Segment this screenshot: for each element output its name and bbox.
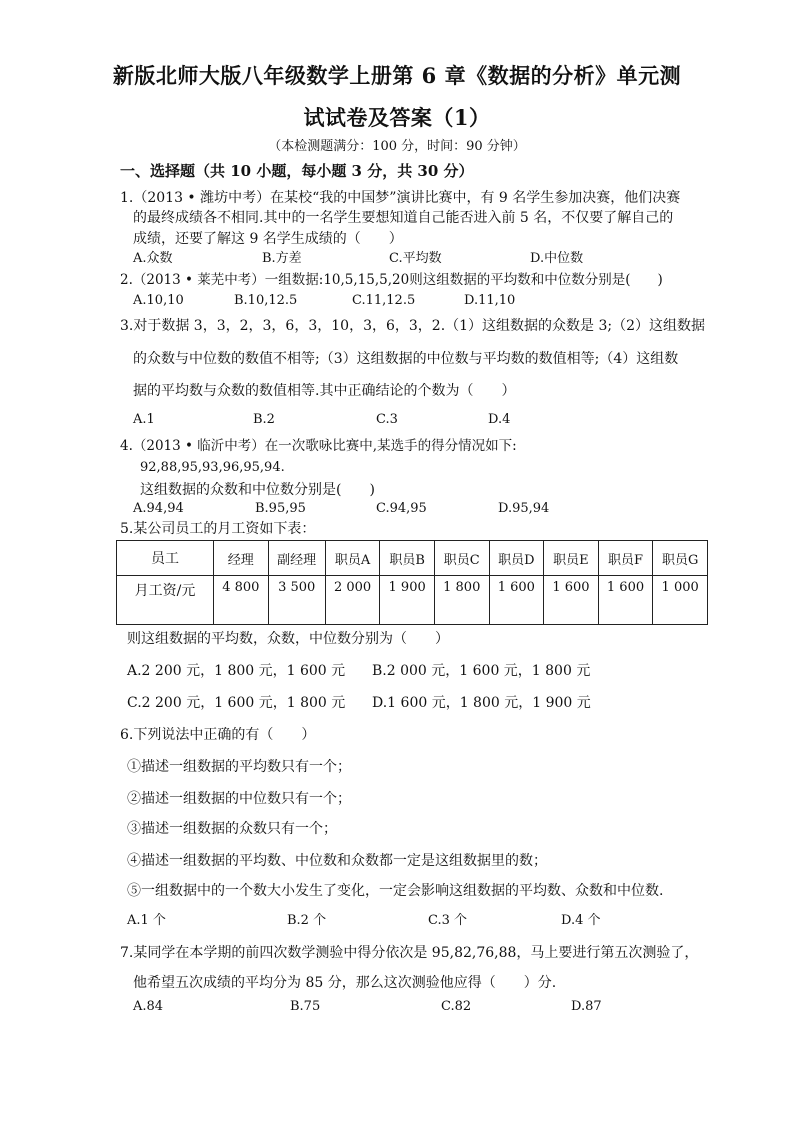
table-cell: 1 900 — [380, 576, 435, 625]
question-6-statement: ③描述一组数据的众数只有一个； — [127, 821, 337, 837]
question-6-option-a: A.1 个 — [127, 913, 166, 928]
question-1-line: 1.（2013 • 潍坊中考）在某校“我的中国梦”演讲比赛中，有 9 名学生参加决赛，他们决赛 — [120, 190, 681, 206]
question-6-statement: ⑤一组数据中的一个数大小发生了变化，一定会影响这组数据的平均数、众数和中位数. — [127, 883, 664, 899]
exam-info-note: （本检测题满分：100 分，时间：90 分钟） — [268, 139, 526, 154]
table-header-cell: 经理 — [214, 541, 269, 576]
question-1-line: 成绩，还要了解这 9 名学生成绩的（ ） — [133, 231, 403, 247]
question-2-option-c: C.11,12.5 — [352, 293, 416, 308]
question-3-line: 3.对于数据 3，3，2，3，6，3，10，3，6，3，2.（1）这组数据的众数是 3;（2）这组数据 — [120, 318, 706, 334]
salary-table — [116, 540, 708, 625]
question-4-line: 这组数据的众数和中位数分别是( ) — [140, 482, 375, 498]
table-header-cell: 职员D — [489, 541, 544, 576]
question-7-line: 他希望五次成绩的平均分为 85 分，那么这次测验他应得（ ）分. — [133, 975, 557, 991]
table-cell: 1 000 — [653, 576, 708, 625]
question-5-option-b: B.2 000 元，1 600 元，1 800 元 — [372, 663, 591, 679]
question-6-statement: ②描述一组数据的中位数只有一个； — [127, 791, 351, 807]
salary-table-row — [117, 576, 708, 625]
question-3-option-d: D.4 — [488, 412, 511, 427]
table-row-label: 月工资/元 — [117, 576, 214, 625]
table-header-cell: 职员E — [544, 541, 599, 576]
question-5-option-a: A.2 200 元，1 800 元，1 600 元 — [127, 663, 346, 679]
question-5-option-d: D.1 600 元，1 800 元，1 900 元 — [372, 695, 591, 711]
table-header-cell: 副经理 — [268, 541, 325, 576]
question-2-option-b: B.10,12.5 — [234, 293, 298, 308]
table-header-cell: 员工 — [117, 541, 214, 576]
section-heading: 一、选择题（共 10 小题，每小题 3 分，共 30 分） — [120, 162, 474, 180]
question-1-option-b: B.方差 — [262, 251, 302, 266]
question-4-option-c: C.94,95 — [376, 501, 427, 516]
question-6-option-b: B.2 个 — [287, 913, 327, 928]
table-cell: 1 800 — [434, 576, 489, 625]
table-cell: 1 600 — [598, 576, 653, 625]
question-6-text: 6.下列说法中正确的有（ ） — [120, 727, 316, 743]
question-6-option-c: C.3 个 — [428, 913, 468, 928]
question-4-option-b: B.95,95 — [255, 501, 306, 516]
question-4-option-d: D.95,94 — [498, 501, 550, 516]
question-7-option-c: C.82 — [441, 999, 472, 1014]
question-6-option-d: D.4 个 — [561, 913, 601, 928]
question-2-option-a: A.10,10 — [133, 293, 184, 308]
table-header-cell: 职员A — [325, 541, 380, 576]
document-title-line-2: 试试卷及答案（1） — [303, 105, 491, 130]
question-6-statement: ④描述一组数据的平均数、中位数和众数都一定是这组数据里的数； — [127, 853, 547, 869]
question-1-option-c: C.平均数 — [389, 251, 442, 266]
table-header-cell: 职员G — [653, 541, 708, 576]
question-3-option-c: C.3 — [376, 412, 398, 427]
question-3-line: 据的平均数与众数的数值相等.其中正确结论的个数为（ ） — [133, 383, 516, 399]
question-1-option-d: D.中位数 — [530, 251, 584, 266]
question-2-text: 2.（2013 • 莱芜中考）一组数据:10,5,15,5,20则这组数据的平均数和中位数分别是( ) — [120, 272, 663, 288]
salary-table-header-row — [117, 541, 708, 576]
table-header-cell: 职员F — [598, 541, 653, 576]
question-3-option-b: B.2 — [253, 412, 275, 427]
question-4-line: 4.（2013 • 临沂中考）在一次歌咏比赛中,某选手的得分情况如下: — [120, 438, 517, 454]
table-cell: 1 600 — [489, 576, 544, 625]
question-5-prompt: 则这组数据的平均数，众数，中位数分别为（ ） — [127, 631, 449, 647]
question-1-line: 的最终成绩各不相同.其中的一名学生要想知道自己能否进入前 5 名，不仅要了解自己的 — [133, 210, 674, 226]
question-4-option-a: A.94,94 — [133, 501, 184, 516]
question-3-line: 的众数与中位数的数值不相等;（3）这组数据的中位数与平均数的数值相等;（4）这组数 — [133, 351, 679, 367]
table-cell: 1 600 — [544, 576, 599, 625]
table-cell: 3 500 — [268, 576, 325, 625]
table-cell: 2 000 — [325, 576, 380, 625]
question-3-option-a: A.1 — [133, 412, 155, 427]
question-7-line: 7.某同学在本学期的前四次数学测验中得分依次是 95,82,76,88，马上要进行第五次测验了， — [120, 945, 699, 961]
question-5-option-c: C.2 200 元，1 600 元，1 800 元 — [127, 695, 346, 711]
question-2-option-d: D.11,10 — [464, 293, 516, 308]
document-title-line-1: 新版北师大版八年级数学上册第 6 章《数据的分析》单元测 — [112, 63, 682, 88]
question-5-text: 5.某公司员工的月工资如下表： — [120, 521, 316, 537]
table-cell: 4 800 — [214, 576, 269, 625]
question-6-statement: ①描述一组数据的平均数只有一个； — [127, 759, 351, 775]
question-4-line: 92,88,95,93,96,95,94. — [140, 460, 285, 475]
question-1-option-a: A.众数 — [133, 251, 173, 266]
table-header-cell: 职员B — [380, 541, 435, 576]
question-7-option-d: D.87 — [571, 999, 602, 1014]
question-7-option-a: A.84 — [133, 999, 164, 1014]
question-7-option-b: B.75 — [290, 999, 321, 1014]
table-header-cell: 职员C — [434, 541, 489, 576]
